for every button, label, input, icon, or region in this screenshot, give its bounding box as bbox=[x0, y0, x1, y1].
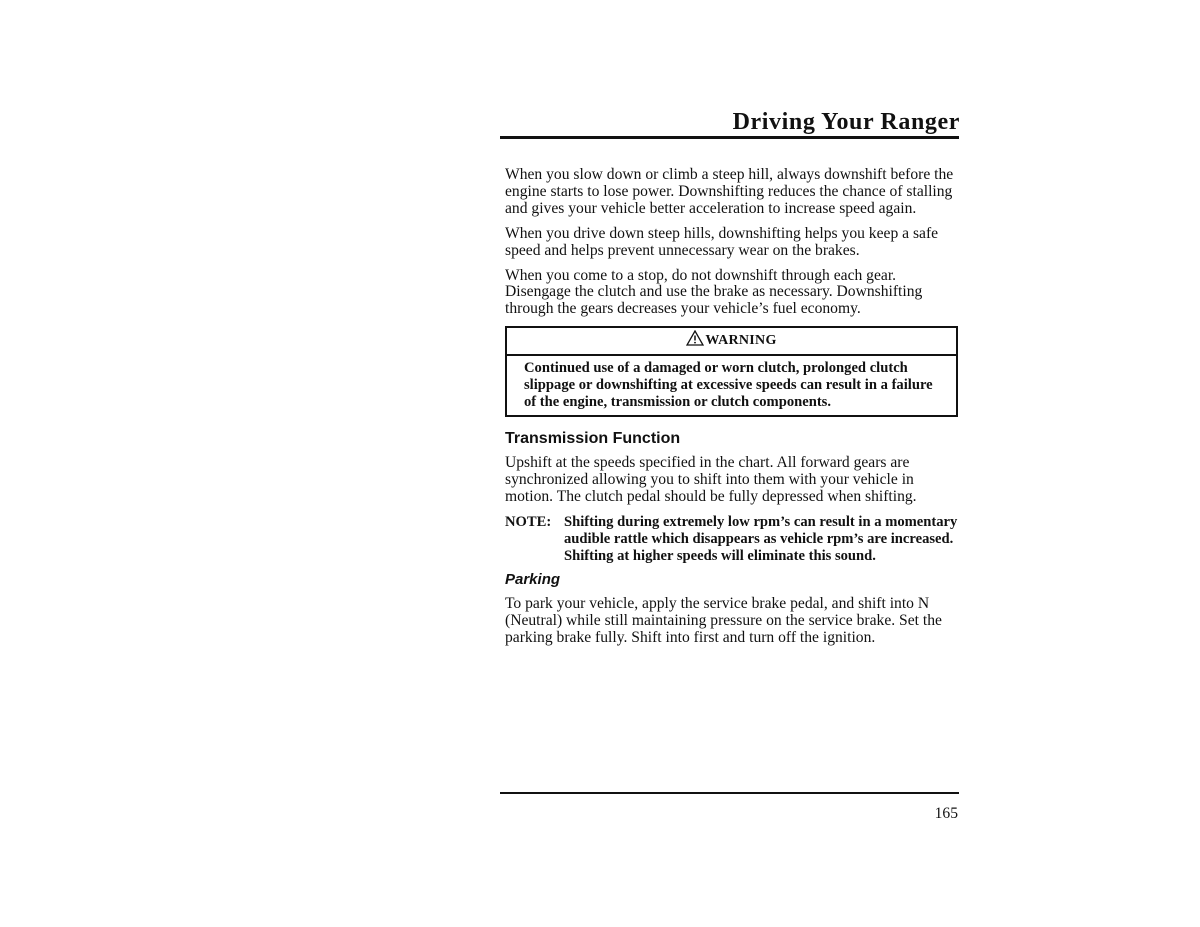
paragraph-downshift: When you slow down or climb a steep hill, always downshift before the engine starts to lose power. Downshifting reduces the chance of stalling and gives your vehicle better acceleration to increase speed again. bbox=[505, 166, 954, 217]
note-text: Shifting during extremely low rpm’s can result in a momentary audible rattle which disappears as vehicle rpm’s are increased. Shifting at higher speeds will eliminate this sound. bbox=[564, 513, 958, 564]
header-rule bbox=[500, 136, 959, 139]
paragraph-stopping: When you come to a stop, do not downshift through each gear. Disengage the clutch and use the brake as necessary. Downshifting through the gears decreases your vehicle’s fuel economy. bbox=[505, 266, 923, 318]
page-header-title: Driving Your Ranger bbox=[732, 109, 960, 135]
footer-rule bbox=[500, 792, 959, 794]
warning-header bbox=[507, 328, 956, 356]
warning-box bbox=[505, 326, 958, 417]
note-block bbox=[505, 514, 958, 565]
transmission-heading: Transmission Function bbox=[505, 429, 681, 447]
page-number: 165 bbox=[934, 805, 958, 822]
warning-label: WARNING bbox=[705, 333, 777, 349]
warning-text: Continued use of a damaged or worn clutch, prolonged clutch slippage or downshifting at excessive speeds can result in a failure of the engine, transmission or clutch components. bbox=[524, 360, 933, 411]
transmission-paragraph: Upshift at the speeds specified in the chart. All forward gears are synchronized allowing you to shift into them with your vehicle in motion. The clutch pedal should be fully depressed when shifting. bbox=[505, 453, 917, 505]
parking-paragraph: To park your vehicle, apply the service brake pedal, and shift into N (Neutral) while still maintaining pressure on the service brake. Set the parking brake fully. Shift into first and turn off the ignition. bbox=[505, 595, 942, 647]
parking-heading: Parking bbox=[505, 571, 561, 589]
paragraph-steep-hills: When you drive down steep hills, downshifting helps you keep a safe speed and helps prevent unnecessary wear on the brakes. bbox=[505, 224, 939, 259]
page-content bbox=[505, 167, 958, 655]
warning-triangle-icon bbox=[686, 330, 704, 346]
note-label: NOTE: bbox=[505, 513, 552, 530]
